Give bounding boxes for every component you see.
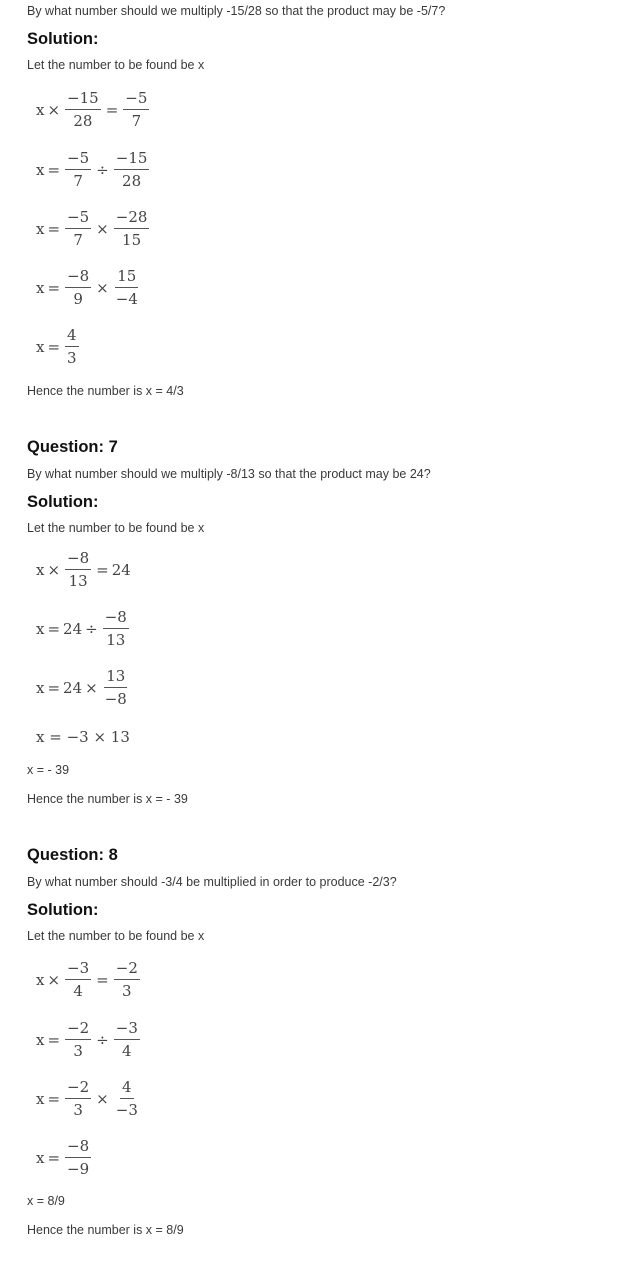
q8-result-line: x = 8/9 [27, 1194, 65, 1208]
q7-question-text: By what number should we multiply -8/13 so that the product may be 24? [27, 467, 431, 481]
q8-conclusion: Hence the number is x = 8/9 [27, 1223, 184, 1237]
q8-heading: Question: 8 [27, 846, 118, 864]
q6-conclusion: Hence the number is x = 4/3 [27, 384, 184, 398]
q7-equation-2: x = 24 ÷ $\frac{-8}{13}$ [36, 608, 127, 650]
q7-let-statement: Let the number to be found be x [27, 521, 205, 535]
q6-equation-2: x = $\frac{-5}{7}$ ÷ $\frac{-15}{28}$ [36, 149, 148, 191]
q6-equation-3: x = $\frac{-5}{7}$ × $\frac{-28}{15}$ [36, 208, 148, 250]
q7-equation-1: x × $\frac{-8}{13}$ = 24 [36, 549, 131, 591]
q8-question-text: By what number should -3/4 be multiplied in order to produce -2/3? [27, 875, 397, 889]
q6-question-text: By what number should we multiply -15/28 so that the product may be -5/7? [27, 4, 446, 18]
q7-equation-3: x = 24 × $\frac{13}{-8}$ [36, 667, 127, 709]
q8-equation-4: x = $\frac{-8}{-9}$ [36, 1137, 90, 1179]
q8-equation-2: x = $\frac{-2}{3}$ ÷ $\frac{-3}{4}$ [36, 1019, 138, 1061]
q7-result-line: x = - 39 [27, 763, 70, 777]
q6-let-statement: Let the number to be found be x [27, 58, 205, 72]
q8-equation-1: x × $\frac{-3}{4}$ = $\frac{-2}{3}$ [36, 959, 138, 1001]
q8-equation-3: x = $\frac{-2}{3}$ × $\frac{4}{-3}$ [36, 1078, 138, 1120]
q6-equation-4: x = $\frac{-8}{9}$ × $\frac{15}{-4}$ [36, 267, 138, 309]
q6-solution-heading: Solution: [27, 30, 99, 48]
q6-equation-5: x = $\frac{4}{3}$ [36, 326, 77, 368]
q7-equation-4: x = −3 × 13 [36, 728, 130, 746]
q7-conclusion: Hence the number is x = - 39 [27, 792, 188, 806]
q7-heading: Question: 7 [27, 438, 118, 456]
q7-solution-heading: Solution: [27, 493, 99, 511]
q8-solution-heading: Solution: [27, 901, 99, 919]
q6-equation-1: x × $\frac{-15}{28}$ = $\frac{-5}{7}$ [36, 89, 148, 131]
q8-let-statement: Let the number to be found be x [27, 929, 205, 943]
